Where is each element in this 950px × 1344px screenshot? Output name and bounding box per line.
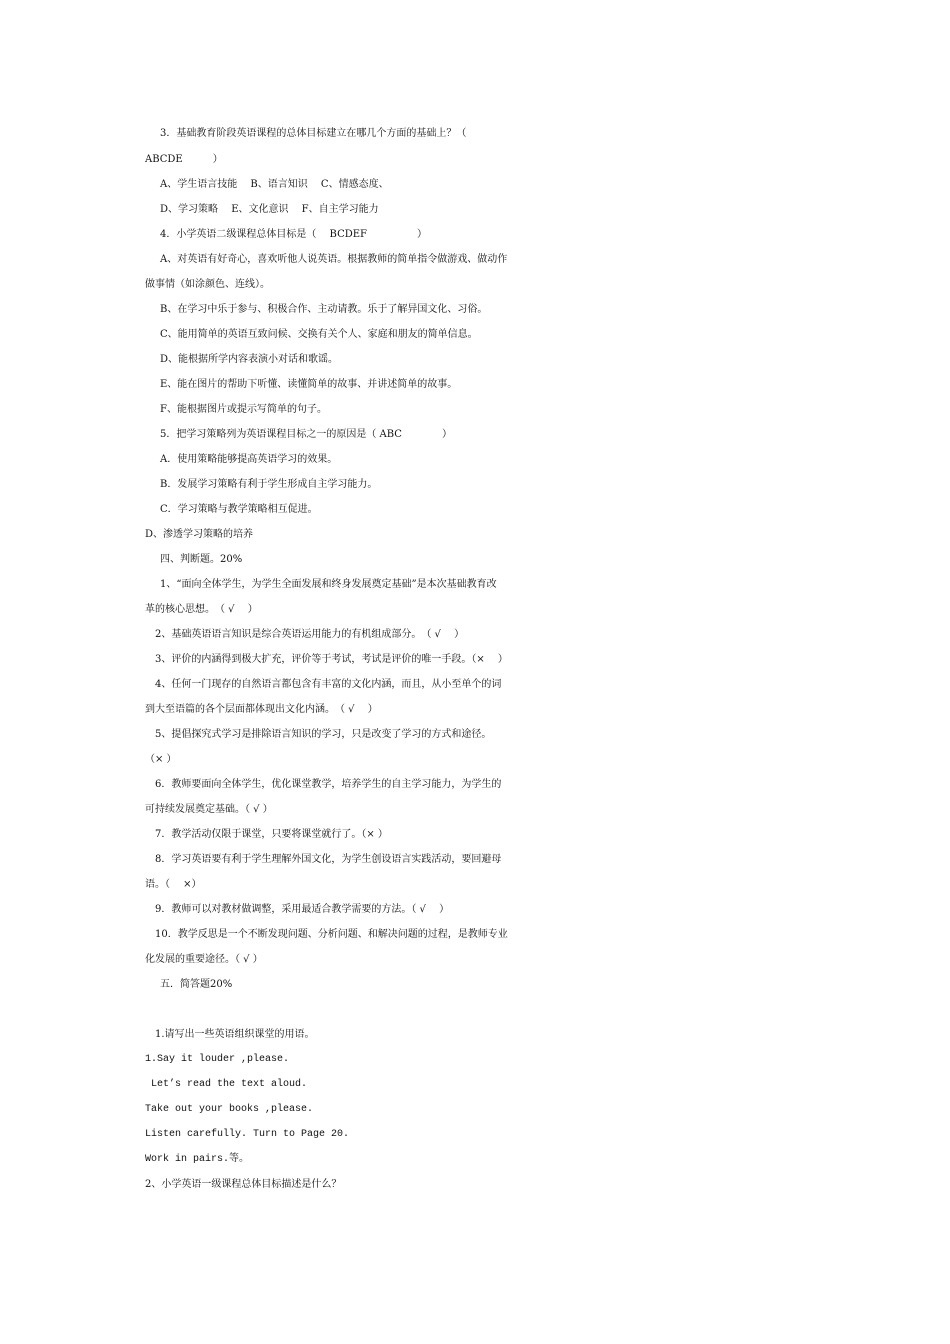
- answer-line-3: Take out your books ,please.: [145, 1104, 314, 1115]
- judgment-2: 2、基础英语语言知识是综合英语运用能力的有机组成部分。 （ √ ）: [145, 629, 465, 640]
- question-5-option-a: A．使用策略能够提高英语学习的效果。: [150, 454, 338, 465]
- question-4-option-b: B、在学习中乐于参与、积极合作、主动请教。乐于了解异国文化、习俗。: [150, 304, 488, 315]
- question-3-options-row1: A、学生语言技能 B、语言知识 C、情感态度、: [150, 179, 389, 190]
- question-4-option-d: D、能根据所学内容表演小对话和歌谣。: [150, 354, 339, 365]
- question-4-option-c: C、能用简单的英语互致问候、交换有关个人、家庭和朋友的简单信息。: [150, 329, 478, 340]
- question-4-option-a: A、对英语有好奇心，喜欢听他人说英语。根据教师的简单指令做游戏、做动作: [150, 254, 508, 265]
- answer-line-4: Listen carefully. Turn to Page 20.: [145, 1129, 350, 1140]
- judgment-3: 3、评价的内涵得到极大扩充，评价等于考试，考试是评价的唯一手段。（× ）: [145, 654, 508, 665]
- section-5-heading: 五．简答题20%: [150, 979, 233, 990]
- judgment-4: 4、任何一门现存的自然语言都包含有丰富的文化内涵，而且，从小至单个的词: [145, 679, 502, 690]
- question-4-stem: 4．小学英语二级课程总体目标是（ BCDEF ）: [150, 229, 427, 240]
- answer-line-1: 1.Say it louder ,please.: [145, 1054, 290, 1065]
- judgment-6: 6．教师要面向全体学生，优化课堂教学，培养学生的自主学习能力，为学生的: [145, 779, 502, 790]
- section-4-heading: 四、判断题。20%: [150, 554, 243, 565]
- short-answer-2: 2、小学英语一级课程总体目标描述是什么？: [145, 1179, 342, 1190]
- judgment-10: 10．教学反思是一个不断发现问题、分析问题、和解决问题的过程，是教师专业: [145, 929, 508, 940]
- question-4-option-a-cont: 做事情（如涂颜色、连线）。: [145, 279, 270, 290]
- judgment-1: 1、“面向全体学生，为学生全面发展和终身发展奠定基础”是本次基础教育改: [160, 579, 497, 590]
- judgment-5-cont: （× ）: [145, 754, 177, 765]
- question-3-stem: 3．基础教育阶段英语课程的总体目标建立在哪几个方面的基础上？（: [150, 128, 467, 139]
- question-4-option-f: F、能根据图片或提示写简单的句子。: [150, 404, 327, 415]
- question-5-option-d: D、渗透学习策略的培养: [145, 529, 254, 540]
- judgment-8-cont: 语。（ ×）: [145, 879, 202, 890]
- question-4-option-e: E、能在图片的帮助下听懂、读懂简单的故事、并讲述简单的故事。: [150, 379, 458, 390]
- answer-line-2: Let’s read the text aloud.: [145, 1079, 308, 1090]
- judgment-4-cont: 到大至语篇的各个层面都体现出文化内涵。 （ √ ）: [145, 704, 378, 715]
- judgment-9: 9．教师可以对教材做调整，采用最适合教学需要的方法。（ √ ）: [145, 904, 450, 915]
- question-5-option-c: C．学习策略与教学策略相互促进。: [150, 504, 318, 515]
- short-answer-1: 1.请写出一些英语组织课堂的用语。: [145, 1029, 315, 1040]
- question-5-option-b: B．发展学习策略有利于学生形成自主学习能力。: [150, 479, 378, 490]
- question-3-answer: ABCDE ）: [145, 154, 223, 165]
- answer-line-5: Work in pairs.等。: [145, 1154, 250, 1165]
- question-3-options-row2: D、学习策略 E、文化意识 F、自主学习能力: [150, 204, 379, 215]
- judgment-7: 7．教学活动仅限于课堂，只要将课堂就行了。（× ）: [145, 829, 388, 840]
- judgment-1-cont: 革的核心思想。 （ √ ）: [145, 604, 258, 615]
- judgment-8: 8．学习英语要有利于学生理解外国文化，为学生创设语言实践活动，要回避母: [145, 854, 502, 865]
- judgment-10-cont: 化发展的重要途径。（ √ ）: [145, 954, 263, 965]
- judgment-6-cont: 可持续发展奠定基础。（ √ ）: [145, 804, 273, 815]
- judgment-5: 5、提倡探究式学习是排除语言知识的学习，只是改变了学习的方式和途径。: [145, 729, 492, 740]
- question-5-stem: 5．把学习策略列为英语课程目标之一的原因是（ ABC ）: [150, 429, 452, 440]
